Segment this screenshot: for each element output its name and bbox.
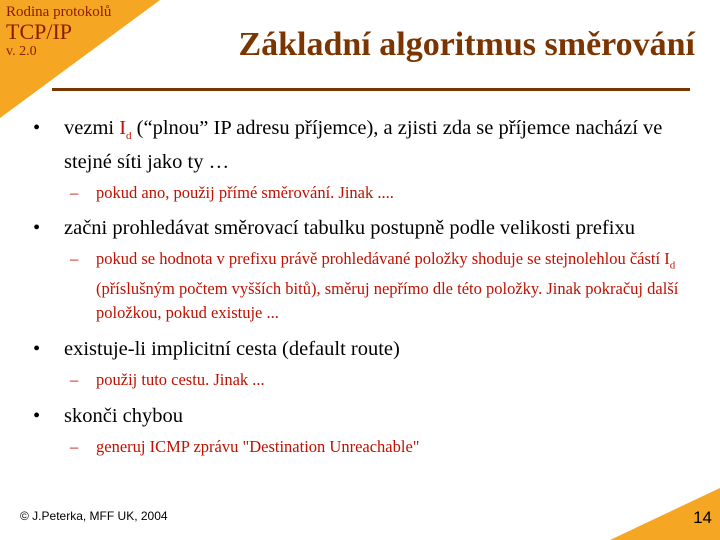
sub-bullet-text: pokud ano, použij přímé směrování. Jinak .... (96, 183, 394, 203)
bullet-text: vezmi $I_d$ (“plnou” IP adresu příjemce), a zjisti zda se příjemce nachází ve stejné síti jako ty … (64, 117, 663, 174)
sub-bullet-marker: – (70, 437, 79, 457)
title-divider (52, 88, 690, 91)
bullet-marker: • (33, 217, 41, 240)
sub-bullet-text: pokud se hodnota v prefixu právě prohledávané položky shoduje se stejnolehlou částí $I_d$ (příslušným počtem vyšších bitů), směruj nepřímo dle této položky. Jinak pokračuj další položkou, pokud existuje ... (96, 249, 679, 323)
slide-title: Základní algoritmus směrování (238, 26, 695, 63)
sub-bullet-item (30, 435, 700, 459)
series-title: TCP/IP (6, 19, 73, 44)
sub-bullet-marker: – (70, 249, 79, 269)
page-number: 14 (693, 508, 712, 527)
sub-bullet-item (30, 368, 700, 392)
slide-content (30, 115, 700, 459)
variable-i: $I_d$ (119, 117, 132, 143)
sub-bullet-item (30, 247, 700, 325)
series-name: Rodina protokolů (6, 4, 112, 20)
bullet-text: skonči chybou (64, 405, 183, 428)
sub-bullet-marker: – (70, 370, 79, 390)
bullet-marker: • (33, 405, 41, 428)
sub-bullet-item (30, 181, 700, 205)
bullet-item (30, 336, 700, 362)
bullet-text: začni prohledávat směrovací tabulku postupně podle velikosti prefixu (64, 217, 635, 240)
sub-bullet-text: použij tuto cestu. Jinak ... (96, 370, 265, 390)
sub-bullet-marker: – (70, 183, 79, 203)
bullet-marker: • (33, 117, 41, 139)
bullet-text: existuje-li implicitní cesta (default route) (64, 338, 400, 361)
bullet-item (30, 115, 700, 175)
series-version: v. 2.0 (6, 44, 37, 59)
bullet-item (30, 403, 700, 429)
bullet-marker: • (33, 338, 41, 361)
sub-bullet-text: generuj ICMP zprávu "Destination Unreachable" (96, 437, 420, 457)
footer-copyright: © J.Peterka, MFF UK, 2004 (20, 509, 168, 523)
bullet-item (30, 215, 700, 241)
